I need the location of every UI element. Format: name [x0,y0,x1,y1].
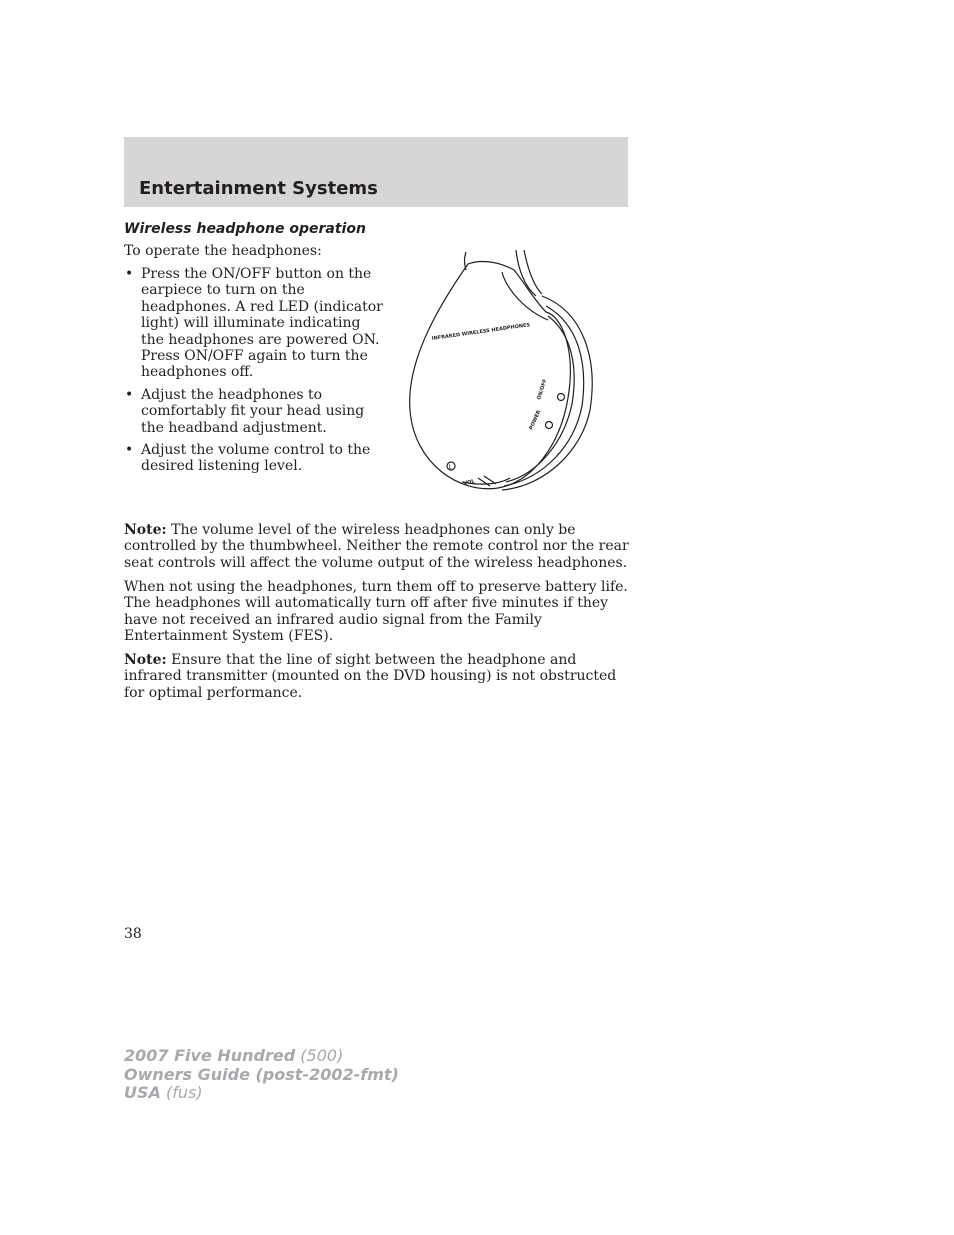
bullet-icon: • [125,442,134,459]
onoff-label: ON/OFF [536,378,549,401]
section-title: Entertainment Systems [139,178,378,199]
footer-model-code: (500) [300,1046,344,1065]
headphone-illustration [406,250,598,494]
side-label: L [448,463,452,471]
body-paragraph: When not using the headphones, turn them off to preserve battery life. The headphones will automatically turn off after five minutes if they have not received an infrared audio signal from the Family Entertainment System (FES). [124,579,628,645]
note-paragraph [124,652,630,701]
brand-label: INFRARED WIRELESS HEADPHONES [431,322,531,342]
note-text: The volume level of the wireless headphones can only be controlled by the thumbwheel. Neither the remote control nor the rear seat controls will affect the volume output of the wireless headphones. [124,522,629,571]
list-item-text: Adjust the volume control to the desired listening level. [141,442,371,475]
footer-model: 2007 Five Hundred [124,1046,296,1065]
page-number: 38 [124,926,142,942]
list-item-text: Press the ON/OFF button on the earpiece to turn on the headphones. A red LED (indicator light) will illuminate indicating the headphones are powered ON. Press ON/OFF again to turn the headphones off. [141,266,383,381]
volume-label: VOL [463,478,476,487]
list-item [124,387,386,436]
instruction-list [124,266,386,481]
list-item [124,266,386,381]
document-footer [124,1047,399,1103]
bullet-icon: • [125,386,134,403]
subheading: Wireless headphone operation [124,221,366,237]
list-item-text: Adjust the headphones to comfortably fit your head using the headband adjustment. [141,386,365,436]
bullet-icon: • [125,266,134,282]
note-label: Note: [124,652,167,668]
list-item [124,442,386,475]
footer-guide: Owners Guide (post-2002-fmt) [124,1064,399,1084]
intro-text: To operate the headphones: [124,243,322,259]
note-label: Note: [124,522,167,538]
footer-market-code: (fus) [166,1083,203,1102]
note-text: Ensure that the line of sight between the headphone and infrared transmitter (mounted on the DVD housing) is not obstructed for optimal performance. [124,652,617,701]
footer-market: USA [124,1083,161,1102]
power-label: POWER [528,409,543,431]
note-paragraph [124,522,630,571]
